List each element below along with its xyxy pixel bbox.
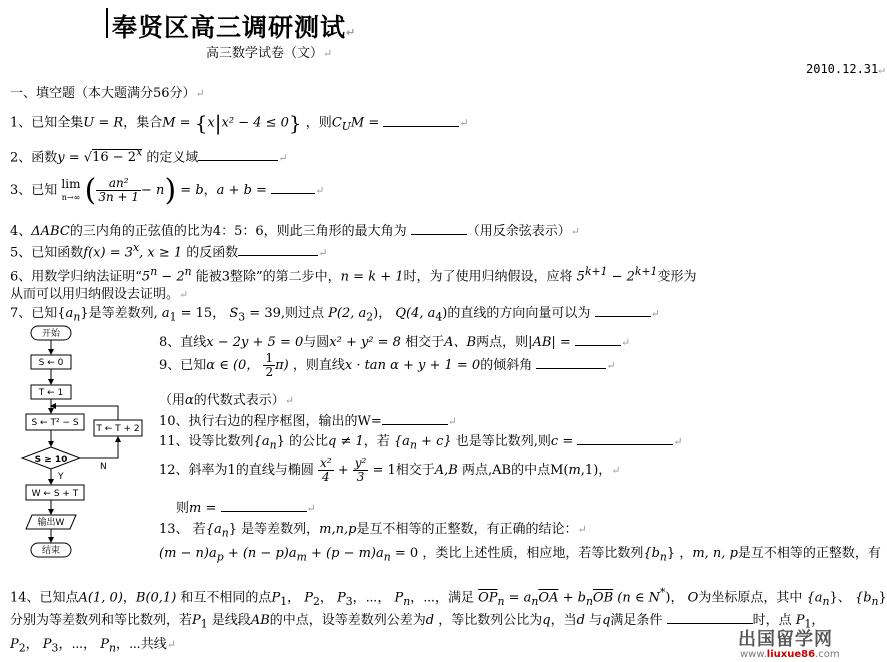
question-9: 9、已知α ∈ (0， $\frac{1}{2}$ π) ，则直线x · tan α + y + 1 = 0的倾斜角 ↵ [159,351,616,379]
answer-blank-14[interactable] [667,611,753,624]
question-14: 14、已知点A(1, 0)，B(0,1) 和互不相同的点$P_1$， $P_2$， $P_3$，⋯， $P_n$，⋯，满足 $\overline{OP}_n = a_n\overline{OA} + b_n\overline{OB}$ (n ∈ N*)， O为坐标原点，其中 $\{a_n\}$、 $\{b_n\}$ [10,586,887,608]
question-9-note: （用α的代数式表示）↵ [159,393,295,408]
answer-blank-12[interactable] [221,499,307,512]
flow-output-text: 输出W [37,518,65,528]
flow-no-label: N [100,462,107,472]
question-14-line-2: 分别为等差数列和等比数列，若$P_1$ 是线段AB的中点，设等差数列公差为d ，等比数列公比为q，当d 与q满足条件 时，点 $P_1$， [10,613,825,631]
question-11: 11、设等比数列$\{a_n\}$ 的公比q ≠ 1，若 $\{a_n + c\}$ 也是等比数列,则c = ↵ [159,434,683,452]
question-7: 7、已知$\{a_n\}$是等差数列, $a_1 = 15$， $S_3 = 39$,则过点 P(2, $a_2$)， Q(4, $a_4$)的直线的方向向量可以为 ↵ [10,306,660,324]
flow-s0-text: S ← 0 [38,358,64,368]
answer-blank-8[interactable] [575,333,621,346]
flow-end-text: 结束 [41,546,61,556]
page-title: 奉贤区高三调研测试↵ [112,13,357,42]
exam-date: 2010.12.31↵ [806,62,885,76]
watermark-logo: 出国留学网 www.liuxue86.com [738,629,840,660]
question-12-line-2: 则m = ↵ [176,501,316,516]
question-12: 12、斜率为1的直线与椭圆 $\frac{\text{x²}}{4}$ + $\frac{\text{y²}}{3}$ = 1相交于A,B 两点,AB的中点M(m,1)，↵ [159,456,621,484]
question-3: 3、已知 lim n→∞ ( $\frac{\text{an²}}{3n + 1}$ − n) = b，a + b = ↵ [10,173,325,208]
page-subtitle: 高三数学试卷（文）↵ [206,46,333,61]
flow-cond-text: S ≥ 10 [34,455,68,465]
answer-blank-11[interactable] [577,432,673,445]
question-1: 1、已知全集U = R，集合M = {x|x² − 4 ≤ 0} ，则$C_UM$ = ↵ [10,111,469,135]
flow-t1-text: T ← 1 [38,388,64,398]
flow-w-text: W ← S + T [31,489,79,499]
question-6: 6、用数学归纳法证明“$5^n - 2^n$ 能被3整除”的第二步中，n = k + 1时，为了使用归纳假设，应将 $5^{k+1} - 2^{k+1}$变形为 [10,265,697,285]
flow-tt2-text: T ← T + 2 [96,424,140,434]
answer-blank-9[interactable] [536,356,606,369]
flow-sts-text: S ← T² − S [31,418,79,428]
question-5: 5、已知函数$f(x) = 3^x$, x ≥ 1 的反函数 ↵ [10,241,328,261]
question-14-line-3: $P_2$， $P_3$，⋯， $P_n$，⋯共线↵ [10,637,176,655]
question-2: 2、函数$y = √16 - 2^x$ 的定义域 ↵ [10,146,288,166]
question-8: 8、直线x − 2y + 5 = 0与圆x² + y² = 8 相交于A、B两点，则|AB| = ↵ [159,335,631,350]
question-10: 10、执行右边的程序框图，输出的W= ↵ [159,414,458,429]
question-13: 13、 若$\{a_n\}$ 是等差数列，m,n,p是互不相等的正整数，有正确的结论：↵ [159,522,587,540]
section-heading: 一、填空题（本大题满分56分）↵ [10,86,205,101]
question-13-line-2: $(m - n)a_p + (n - p)a_m + (p - m)a_n = 0$ ，类比上述性质，相应地，若等比数列$\{b_n\}$ ，m, n, p是互不相等的正整数，有 [159,546,881,564]
flow-start-text: 开始 [41,329,61,339]
question-6-line-2: 从而可以用归纳假设去证明。↵ [10,287,189,302]
answer-blank-10[interactable] [382,412,448,425]
flow-yes-label: Y [58,472,64,482]
question-4: 4、ΔABC的三内角的正弦值的比为4：5：6，则此三角形的最大角为 （用反余弦表示）↵ [10,224,581,239]
